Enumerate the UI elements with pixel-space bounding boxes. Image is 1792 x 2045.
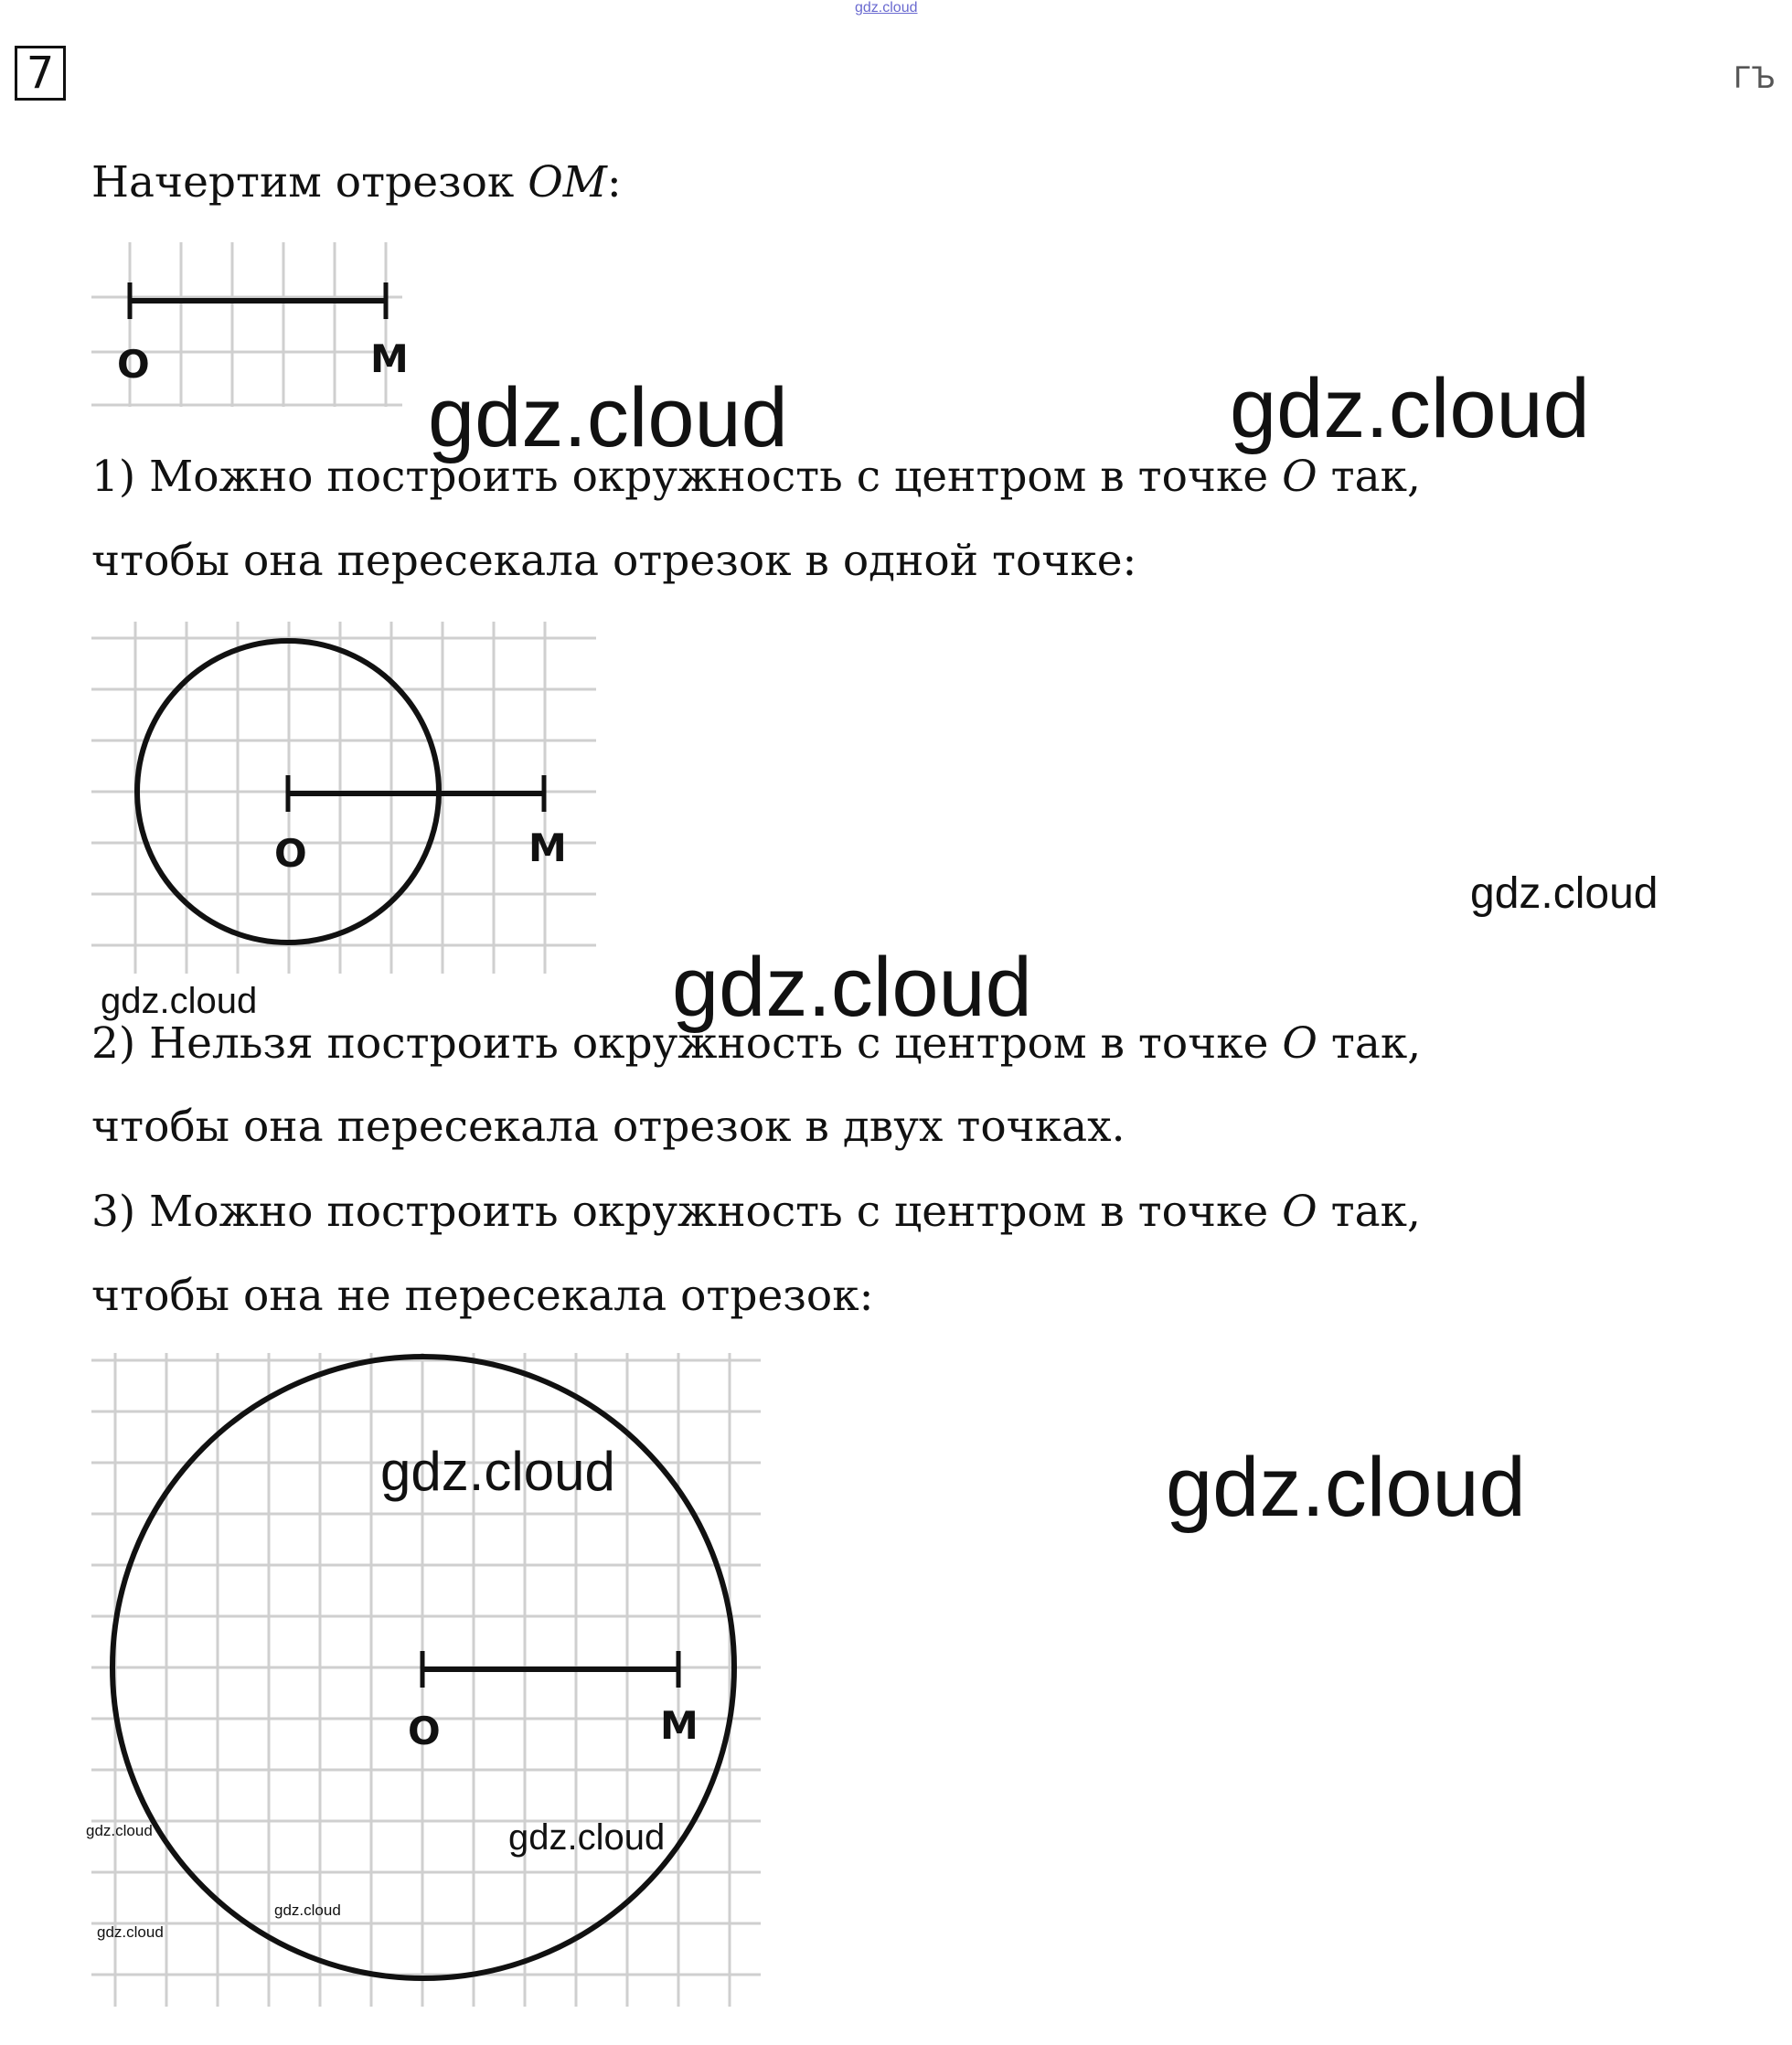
watermark-10: gdz.cloud: [274, 1901, 341, 1919]
watermark-4: gdz.cloud: [101, 981, 258, 1021]
watermark-8: gdz.cloud: [508, 1817, 666, 1858]
watermark-3: gdz.cloud: [1470, 869, 1659, 918]
p1-line2: чтобы она пересекала отрезок в одной точке:: [91, 536, 1137, 586]
task-number-box: 7: [15, 46, 66, 101]
top-watermark: gdz.cloud: [855, 0, 918, 16]
p1-pre: 1) Можно построить окружность с центром в точке: [91, 452, 1283, 502]
figure-circle-one-point: [91, 622, 603, 978]
p3-line1: [91, 1185, 1421, 1240]
watermark-7: gdz.cloud: [1166, 1441, 1526, 1534]
label-o-3: O: [408, 1709, 441, 1753]
label-o-1: O: [117, 342, 150, 387]
label-o-2: O: [274, 831, 307, 876]
corner-mark: ГЪ: [1733, 60, 1776, 95]
watermark-2: gdz.cloud: [1230, 362, 1590, 455]
intro-tail: :: [606, 157, 622, 208]
figure-segment: [91, 242, 421, 411]
p2-line2: чтобы она пересекала отрезок в двух точках.: [91, 1102, 1125, 1152]
watermark-5: gdz.cloud: [672, 941, 1032, 1034]
segment-om-2: [288, 775, 544, 812]
p3-var: O: [1282, 1187, 1317, 1237]
intro-var: OM: [528, 157, 607, 208]
p3-tail: так,: [1317, 1187, 1421, 1237]
grid-2: [91, 622, 596, 974]
label-m-2: M: [528, 825, 567, 870]
label-m-1: M: [370, 336, 409, 381]
watermark-6: gdz.cloud: [380, 1441, 615, 1502]
watermark-11: gdz.cloud: [97, 1923, 164, 1941]
p2-tail: так,: [1317, 1018, 1422, 1069]
intro-line: [91, 155, 622, 210]
intro-text: Начертим отрезок: [91, 157, 528, 208]
p3-line2: чтобы она не пересекала отрезок:: [91, 1271, 874, 1321]
p2-var: O: [1282, 1018, 1317, 1069]
p2-pre: 2) Нельзя построить окружность с центром в точке: [91, 1018, 1283, 1069]
p2-line1: [91, 1017, 1421, 1071]
p1-var: O: [1282, 452, 1317, 502]
p1-line1: [91, 450, 1421, 505]
watermark-9: gdz.cloud: [86, 1822, 153, 1839]
segment-om-1: [130, 282, 386, 319]
watermark-1: gdz.cloud: [428, 371, 788, 464]
segment-om-3: [422, 1651, 678, 1688]
label-m-3: M: [660, 1703, 699, 1748]
p1-tail: так,: [1317, 452, 1421, 502]
watermark-12: gdz.cloud: [1554, 2011, 1602, 2024]
p3-pre: 3) Можно построить окружность с центром в точке: [91, 1187, 1283, 1237]
